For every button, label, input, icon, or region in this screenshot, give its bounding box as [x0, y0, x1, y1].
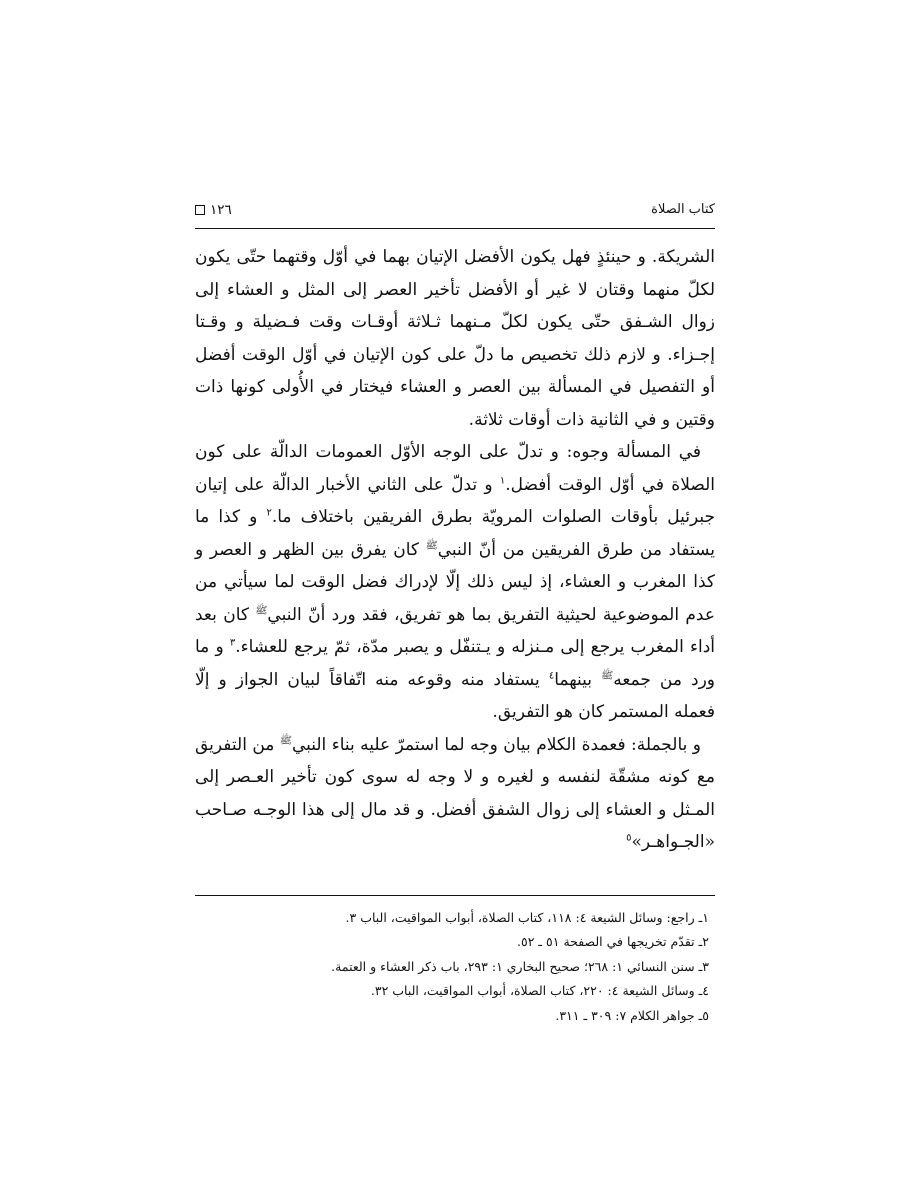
- page-number: ١٢٦: [210, 202, 232, 218]
- footnote-3: ٣ـ سنن النسائي ١: ٢٦٨؛ صحيح البخاري ١: ٢٩٣، باب ذكر العشاء و العتمة.: [331, 958, 709, 974]
- paragraph-2-text-c: و كذا ما يستفاد من طرق الفريقين من أنّ النبي: [195, 507, 715, 560]
- paragraph-2-text-b: و تدلّ على الثاني الأخبار الدالّة على إتيان جبرئيل بأوقات الصلوات المرويّة بطرق الفريقين باختلاف ما.: [195, 474, 715, 527]
- running-head: [195, 196, 715, 226]
- square-bullet-icon: [195, 205, 205, 215]
- honorific-glyph: ﷺ: [425, 539, 438, 551]
- footnotes: [195, 906, 715, 1029]
- paragraph-1: الشريكة. و حينئذٍ فهل يكون الأفضل الإتيان بهما في أوّل وقتهما حتّى يكون لكلّ منهما وقتان لا غير أو الأفضل تأخير العصر إلى المثل و العشاء إلى زوال الشـفق حتّى يكون لكلّ مـنهما ثـلاثة أوقـات وقت فـضيلة و وقـتا إجـزاء. و لازم ذلك تخصيص ما دلّ على كون الإتيان في أوّل الوقت أفضل أو التفصيل في المسألة بين العصر و العشاء فيختار في الأُولى كونها ذات وقتين و في الثانية ذات أوقات ثلاثة.: [195, 247, 715, 430]
- paragraph-2-text-a: في المسألة وجوه: و تدلّ على الوجه الأوّل العمومات الدالّة على كون الصلاة في أوّل الوقت أفضل.: [195, 442, 716, 495]
- paragraph-2-text-g: بينهما: [554, 669, 602, 690]
- honorific-glyph: ﷺ: [601, 669, 614, 681]
- footnote-2: ٢ـ تقدّم تخريجها في الصفحة ٥١ ـ ٥٢.: [517, 934, 709, 949]
- paragraph-2-text-e: كان بعد أداء المغرب يرجع إلى مـنزله و يـتنفّل و يصبر مدّة، ثمّ يرجع للعشاء.: [195, 604, 715, 657]
- footnote-divider: [195, 895, 715, 896]
- book-title: كتاب الصلاة: [651, 202, 715, 217]
- footnote-ref-4[interactable]: ٤: [548, 669, 555, 681]
- footnote-ref-5[interactable]: ٥: [626, 832, 632, 844]
- book-page: [195, 196, 715, 1028]
- honorific-glyph: ﷺ: [255, 604, 268, 616]
- paragraph-3-text-b: من التفريق مع كونه مشقّة لنفسه و لغيره و لا وجه له سوى كون تأخير العـصر إلى المـثل و العشاء إلى زوال الشفق أفضل. و قد مال إلى هذا الوجـه صـاحب «الجـواهـر»: [195, 734, 715, 852]
- honorific-glyph: ﷺ: [279, 734, 292, 746]
- paragraph-2-text-f: و ما ورد من جمعه: [195, 637, 716, 690]
- paragraph-2: [195, 436, 715, 729]
- paragraph-2-text-h: يستفاد منه وقوعه منه اتّفاقاً لبيان الجواز و إلّا فعمله المستمر كان هو التفريق.: [195, 669, 715, 722]
- main-text: [195, 241, 715, 859]
- paragraph-3: [195, 729, 715, 859]
- page-number-group: [195, 202, 232, 218]
- footnote-ref-2[interactable]: ٢: [266, 507, 272, 519]
- footnote-ref-1[interactable]: ١: [499, 474, 506, 486]
- footnote-4: ٤ـ وسائل الشيعة ٤: ٢٢٠، كتاب الصلاة، أبواب المواقيت، الباب ٣٢.: [370, 983, 709, 998]
- paragraph-2-text-d: كان يفرق بين الظهر و العصر و كذا المغرب و العشاء، إذ ليس ذلك إلّا لإدراك فضل الوقت لما سيأتي من عدم الموضوعية لحيثية التفريق بما هو تفريق، فقد ورد أنّ النبي: [195, 539, 715, 625]
- footnote-ref-3[interactable]: ٣: [229, 637, 236, 649]
- header-divider: [195, 228, 715, 229]
- paragraph-3-text-a: و بالجملة: فعمدة الكلام بيان وجه لما استمرّ عليه بناء النبي: [291, 734, 701, 755]
- footnote-1: ١ـ راجع: وسائل الشيعة ٤: ١١٨، كتاب الصلاة، أبواب المواقيت، الباب ٣.: [345, 909, 709, 925]
- footnote-5: ٥ـ جواهر الكلام ٧: ٣٠٩ ـ ٣١١.: [555, 1007, 709, 1023]
